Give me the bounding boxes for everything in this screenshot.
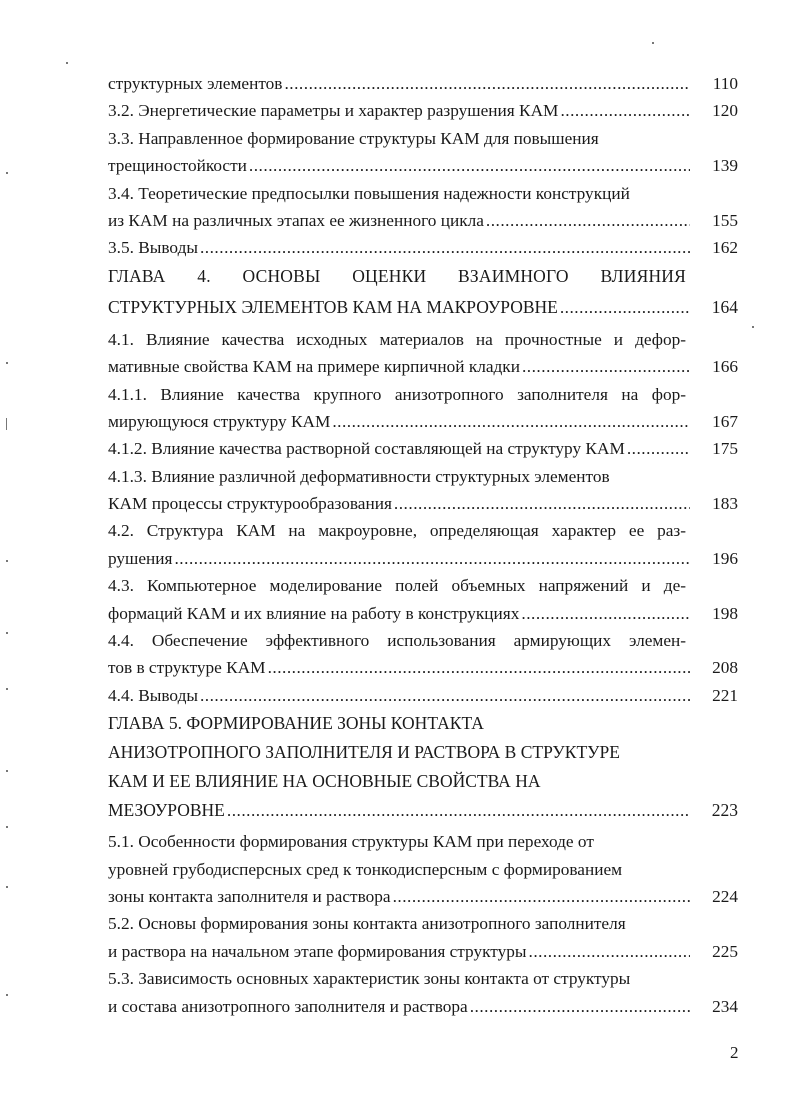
scan-speck [66, 62, 68, 64]
toc-page-number: 208 [712, 658, 738, 678]
toc-page-number: 167 [712, 411, 738, 431]
dot-leader [486, 207, 690, 234]
toc-entry-text: 4.3. Компьютерное моделирование полей объемных напряжений и де- [108, 576, 686, 596]
toc-entry-text: 3.4. Теоретические предпосылки повышения надежности конструкций [108, 183, 630, 203]
toc-chapter-heading [108, 709, 738, 825]
toc-entry-text: формаций КАМ и их влияние на работу в конструкциях [108, 603, 520, 623]
scan-speck [652, 42, 654, 44]
toc-page-number: 234 [712, 996, 738, 1016]
toc-entry [108, 828, 738, 910]
toc-entry-text: 4.1.3. Влияние различной деформативности структурных элементов [108, 466, 610, 486]
toc-page-number: 162 [712, 238, 738, 258]
toc-page-number: 223 [711, 800, 738, 821]
toc-entry [108, 97, 738, 124]
dot-leader [627, 435, 690, 462]
toc-entry-text: 5.1. Особенности формирования структуры КАМ при переходе от [108, 832, 594, 852]
scan-speck [6, 886, 8, 888]
chapter-title: ГЛАВА 4. ОСНОВЫ ОЦЕНКИ ВЗАИМНОГО ВЛИЯНИЯ [108, 265, 686, 286]
toc-entry [108, 381, 738, 436]
toc-entry-text: 4.1.1. Влияние качества крупного анизотропного заполнителя на фор- [108, 384, 686, 404]
toc-entry-text: 4.4. Выводы [108, 685, 198, 705]
toc-entry-text: трещиностойкости [108, 156, 247, 176]
scan-speck [6, 172, 8, 174]
toc-entry-text: и раствора на начальном этапе формирования структуры [108, 941, 527, 961]
chapter-title: СТРУКТУРНЫХ ЭЛЕМЕНТОВ КАМ НА МАКРОУРОВНЕ [108, 296, 558, 317]
dot-leader [529, 938, 691, 965]
toc-entry-text: 3.3. Направленное формирование структуры КАМ для повышения [108, 128, 599, 148]
toc-entry-text: 4.1.2. Влияние качества растворной составляющей на структуру КАМ [108, 439, 625, 459]
toc-page-number: 198 [712, 603, 738, 623]
toc-page-number: 110 [712, 74, 738, 93]
dot-leader [249, 152, 690, 179]
dot-leader [521, 600, 690, 627]
toc-page-number: 164 [711, 296, 738, 317]
chapter-title: АНИЗОТРОПНОГО ЗАПОЛНИТЕЛЯ И РАСТВОРА В СТРУКТУРЕ [108, 742, 620, 763]
dot-leader [393, 883, 690, 910]
scan-speck [752, 326, 754, 328]
dot-leader [394, 490, 690, 517]
scan-speck [6, 826, 8, 828]
toc-entry [108, 234, 738, 261]
scan-speck [6, 688, 8, 690]
toc-page-number: 224 [712, 886, 738, 906]
scan-speck [6, 418, 7, 430]
page-number: 2 [730, 1043, 739, 1062]
toc-entry-text: рушения [108, 548, 173, 568]
toc-page-number: 175 [712, 439, 738, 459]
toc-chapter-heading [108, 262, 738, 322]
dot-leader [227, 796, 690, 825]
dot-leader [560, 97, 690, 124]
toc-entry-text: зоны контакта заполнителя и раствора [108, 886, 391, 906]
toc-entry-text: 4.1. Влияние качества исходных материалов на прочностные и дефор- [108, 329, 686, 349]
scan-speck [6, 362, 8, 364]
chapter-title: МЕЗОУРОВНЕ [108, 800, 225, 821]
scan-speck [6, 560, 8, 562]
table-of-contents [108, 70, 738, 1020]
toc-entry-text: из КАМ на различных этапах ее жизненного цикла [108, 210, 484, 230]
toc-page-number: 221 [712, 685, 738, 705]
dot-leader [200, 682, 690, 709]
dot-leader [284, 70, 690, 97]
toc-entry [108, 627, 738, 682]
toc-page-number: 166 [712, 357, 738, 377]
toc-entry [108, 463, 738, 518]
toc-entry-text: и состава анизотропного заполнителя и раствора [108, 996, 468, 1016]
toc-entry [108, 965, 738, 1020]
toc-entry [108, 70, 738, 97]
chapter-title: КАМ И ЕЕ ВЛИЯНИЕ НА ОСНОВНЫЕ СВОЙСТВА НА [108, 771, 541, 792]
toc-entry-text: 5.2. Основы формирования зоны контакта анизотропного заполнителя [108, 914, 626, 934]
toc-entry-text: мативные свойства КАМ на примере кирпичной кладки [108, 357, 520, 377]
toc-entry-text: уровней грубодисперсных сред к тонкодисперсным с формированием [108, 859, 623, 879]
toc-page-number: 196 [712, 548, 738, 568]
dot-leader [470, 993, 690, 1020]
dot-leader [560, 293, 690, 322]
toc-page-number: 139 [712, 156, 738, 176]
scan-speck [6, 994, 8, 996]
toc-entry-text: 3.2. Энергетические параметры и характер разрушения КАМ [108, 101, 559, 121]
toc-entry-text: КАМ процессы структурообразования [108, 494, 392, 514]
toc-entry [108, 326, 738, 381]
toc-entry-text: мирующуюся структуру КАМ [108, 411, 331, 431]
toc-entry [108, 910, 738, 965]
toc-entry [108, 180, 738, 235]
toc-page-number: 183 [712, 494, 738, 514]
toc-entry [108, 682, 738, 709]
toc-entry [108, 572, 738, 627]
toc-page-number: 155 [712, 210, 738, 230]
dot-leader [522, 353, 690, 380]
dot-leader [268, 654, 690, 681]
toc-entry-text: структурных элементов [108, 74, 283, 93]
toc-entry [108, 517, 738, 572]
toc-entry [108, 435, 738, 462]
toc-page-number: 225 [712, 941, 738, 961]
toc-entry-text: 5.3. Зависимость основных характеристик зоны контакта от структуры [108, 969, 631, 989]
dot-leader [332, 408, 690, 435]
scan-speck [6, 632, 8, 634]
scan-speck [6, 770, 8, 772]
toc-entry-text: 3.5. Выводы [108, 238, 198, 258]
dot-leader [200, 234, 690, 261]
toc-entry-text: 4.4. Обеспечение эффективного использования армирующих элемен- [108, 631, 686, 651]
toc-page-number: 120 [712, 101, 738, 121]
dot-leader [174, 545, 690, 572]
toc-entry [108, 125, 738, 180]
toc-entry-text: 4.2. Структура КАМ на макроуровне, определяющая характер ее раз- [108, 521, 686, 541]
toc-entry-text: тов в структуре КАМ [108, 658, 266, 678]
chapter-title: ГЛАВА 5. ФОРМИРОВАНИЕ ЗОНЫ КОНТАКТА [108, 713, 484, 734]
